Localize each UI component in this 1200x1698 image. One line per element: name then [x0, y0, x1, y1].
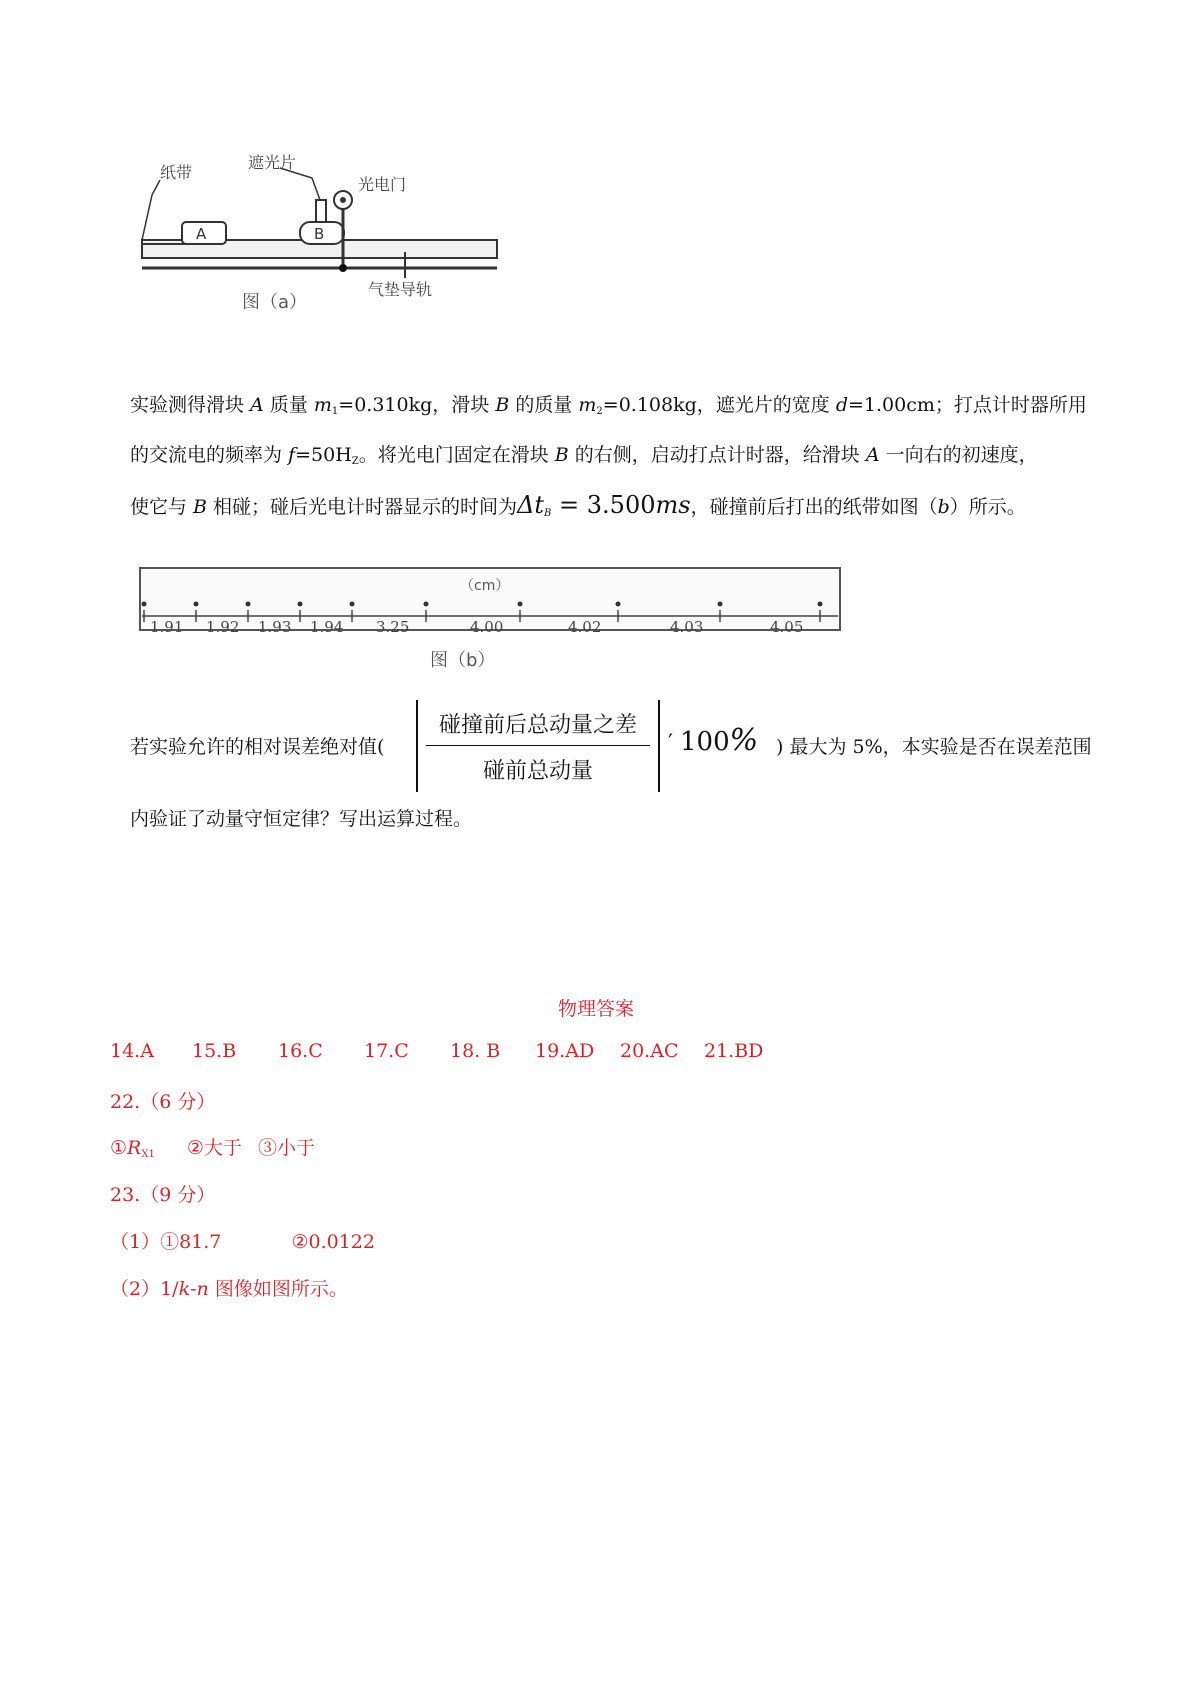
- air-track-label: 气垫导轨: [368, 280, 433, 299]
- paper-tape-label: 纸带: [160, 163, 193, 182]
- seg-1: 1.91: [150, 618, 184, 636]
- fraction-denominator: 碰前总动量: [482, 759, 593, 784]
- choice-19: 19.AD: [535, 1040, 595, 1062]
- relative-error-fraction: [412, 700, 664, 792]
- fraction-numerator: 碰撞前后总动量之差: [438, 713, 637, 738]
- para2-line1-pre: 若实验允许的相对误差绝对值(: [130, 736, 385, 758]
- para2-line2: 内验证了动量守恒定律？写出运算过程。: [130, 808, 473, 830]
- block-b-label: B: [314, 225, 325, 243]
- choice-17: 17.C: [364, 1040, 409, 1062]
- tape-dot: [194, 602, 199, 607]
- tape-dot: [616, 602, 621, 607]
- q23-line2: （2）1/k-n 图像如图所示。: [110, 1278, 348, 1300]
- tape-dot: [246, 602, 251, 607]
- choice-14: 14.A: [110, 1040, 154, 1062]
- tape-dot: [518, 602, 523, 607]
- para2-line1-post: ) 最大为 5%，本实验是否在误差范围: [776, 736, 1092, 758]
- figure-b-caption: 图（b）: [430, 650, 496, 671]
- figure-b-paper-tape: [130, 560, 850, 680]
- choice-20: 20.AC: [620, 1040, 679, 1062]
- fraction-line: [426, 745, 650, 746]
- q22-heading: 22.（6 分）: [110, 1091, 216, 1113]
- seg-8: 4.03: [670, 618, 704, 636]
- seg-7: 4.02: [568, 618, 602, 636]
- tape-dot: [424, 602, 429, 607]
- photogate-label: 光电门: [358, 175, 407, 194]
- choice-16: 16.C: [278, 1040, 323, 1062]
- block-a-label: A: [196, 225, 207, 243]
- seg-4: 1.94: [310, 618, 344, 636]
- figure-a-air-track: [130, 140, 510, 360]
- tape-dot: [818, 602, 823, 607]
- seg-6: 4.00: [470, 618, 504, 636]
- para1-line3: 使它与 B 相碰；碰后光电计时器显示的时间为$\Delta t_B = 3.500ms$，碰撞前后打出的纸带如图（b）所示。: [130, 491, 1026, 519]
- tape-dot: [298, 602, 303, 607]
- q23-line1: （1）①81.7 ②0.0122: [110, 1231, 375, 1253]
- abs-bar-right: [658, 700, 660, 792]
- seg-9: 4.05: [770, 618, 804, 636]
- formula-delta-t: Δt: [517, 491, 545, 519]
- tape-unit: （cm）: [460, 578, 510, 594]
- seg-2: 1.92: [206, 618, 240, 636]
- answers-title: 物理答案: [558, 998, 635, 1020]
- q23-heading: 23.（9 分）: [110, 1184, 216, 1206]
- tape-dot: [718, 602, 723, 607]
- para1-line2: 的交流电的频率为 $f=50H_Z$。将光电门固定在滑块 B 的右侧，启动打点计时器，给滑块 A 一向右的初速度，: [130, 444, 1038, 467]
- q22-answers: $①R_{X1}$ ②大于 ③小于: [110, 1137, 315, 1160]
- shading-plate-label: 遮光片: [248, 153, 297, 172]
- choice-21: 21.BD: [704, 1040, 764, 1062]
- para2-times: ′ 100%: [668, 723, 759, 758]
- tape-dot: [350, 602, 355, 607]
- seg-5: 3.25: [376, 618, 410, 636]
- figure-a-caption: 图（a）: [242, 292, 308, 313]
- choice-18: 18. B: [450, 1040, 501, 1062]
- para1-line1: 实验测得滑块 A 质量 $m_1=0.310kg$，滑块 B 的质量 $m_2=0.108kg$，遮光片的宽度 d=1.00cm；打点计时器所用: [130, 394, 1087, 417]
- seg-3: 1.93: [258, 618, 292, 636]
- tape-dot: [142, 602, 147, 607]
- choice-15: 15.B: [192, 1040, 237, 1062]
